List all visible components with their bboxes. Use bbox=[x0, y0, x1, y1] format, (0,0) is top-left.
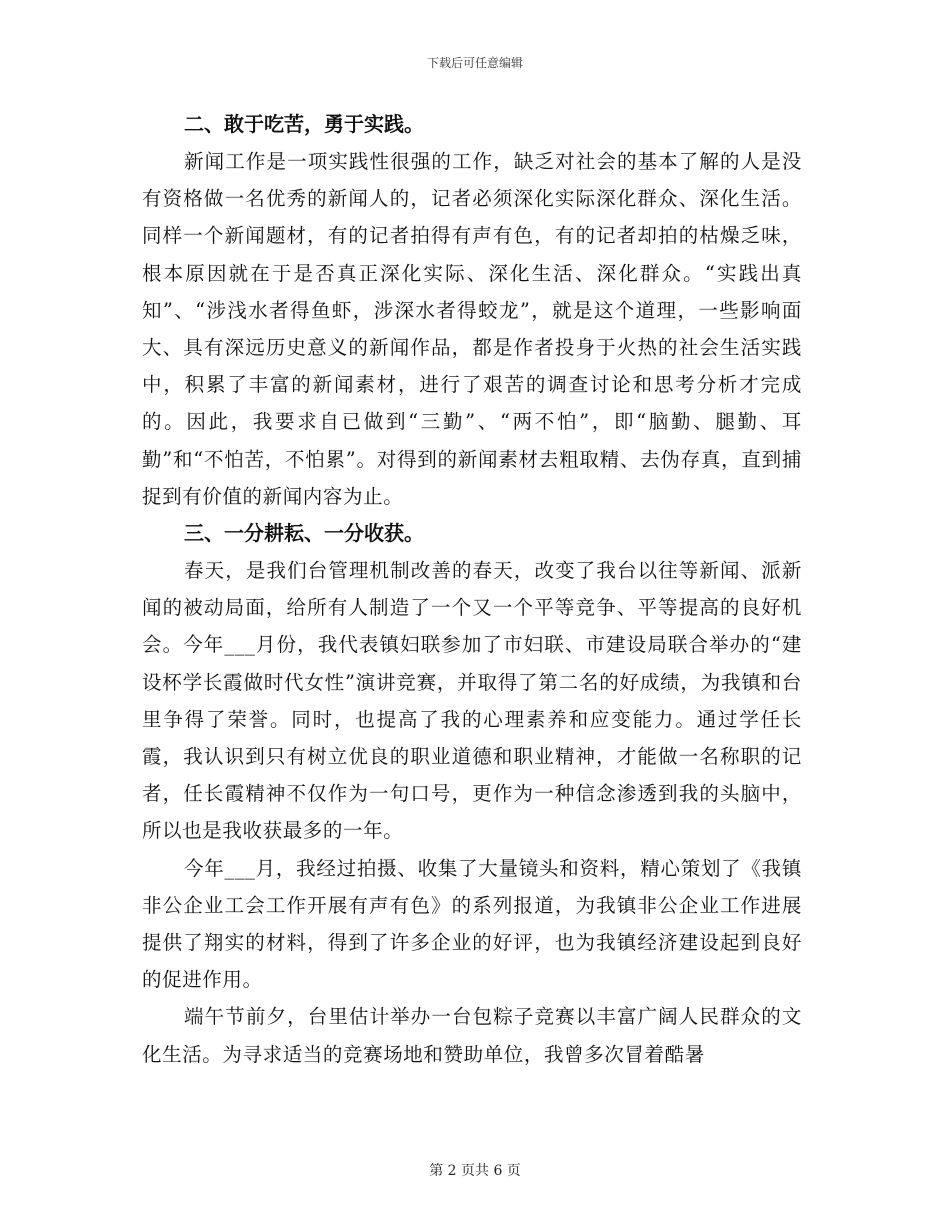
body-paragraph: 今年___月，我经过拍摄、收集了大量镜头和资料，精心策划了《我镇非公企业工会工作开展有声有色》的系列报道，为我镇非公企业工作进展提供了翔实的材料，得到了许多企业的好评，也为我镇经济建设起到良好的促进作用。 bbox=[142, 856, 802, 992]
body-paragraph: 春天，是我们台管理机制改善的春天，改变了我台以往等新闻、派新闻的被动局面，给所有人制造了一个又一个平等竞争、平等提高的良好机会。今年___月份，我代表镇妇联参加了市妇联、市建设局联合举办的“建设杯学长霞做时代女性”演讲竞赛，并取得了第二名的好成绩，为我镇和台里争得了荣誉。同时，也提高了我的心理素养和应变能力。通过学任长霞，我认识到只有树立优良的职业道德和职业精神，才能做一名称职的记者，任长霞精神不仅作为一句口号，更作为一种信念渗透到我的头脑中，所以也是我收获最多的一年。 bbox=[142, 559, 802, 843]
page-header-note: 下载后可任意编辑 bbox=[426, 56, 523, 70]
section-heading: 三、一分耕耘、一分收获。 bbox=[184, 521, 424, 546]
body-paragraph: 端午节前夕，台里估计举办一台包粽子竞赛以丰富广阔人民群众的文化生活。为寻求适当的竞赛场地和赞助单位，我曾多次冒着酷暑 bbox=[142, 1005, 802, 1066]
page-number: 第 2 页共 6 页 bbox=[429, 1163, 521, 1179]
body-paragraph: 新闻工作是一项实践性很强的工作，缺乏对社会的基本了解的人是没有资格做一名优秀的新闻人的，记者必须深化实际深化群众、深化生活。同样一个新闻题材，有的记者拍得有声有色，有的记者却拍的枯燥乏味，根本原因就在于是否真正深化实际、深化生活、深化群众。“实践出真知”、“涉浅水者得鱼虾，涉深水者得蛟龙”，就是这个道理，一些影响面大、具有深远历史意义的新闻作品，都是作者投身于火热的社会生活实践中，积累了丰富的新闻素材，进行了艰苦的调查讨论和思考分析才完成的。因此，我要求自已做到“三勤”、“两不怕”，即“脑勤、腿勤、耳勤”和“不怕苦，不怕累”。对得到的新闻素材去粗取精、去伪存真，直到捕捉到有价值的新闻内容为止。 bbox=[142, 150, 802, 508]
document-body bbox=[142, 106, 802, 1073]
section-heading: 二、敢于吃苦，勇于实践。 bbox=[184, 112, 424, 136]
